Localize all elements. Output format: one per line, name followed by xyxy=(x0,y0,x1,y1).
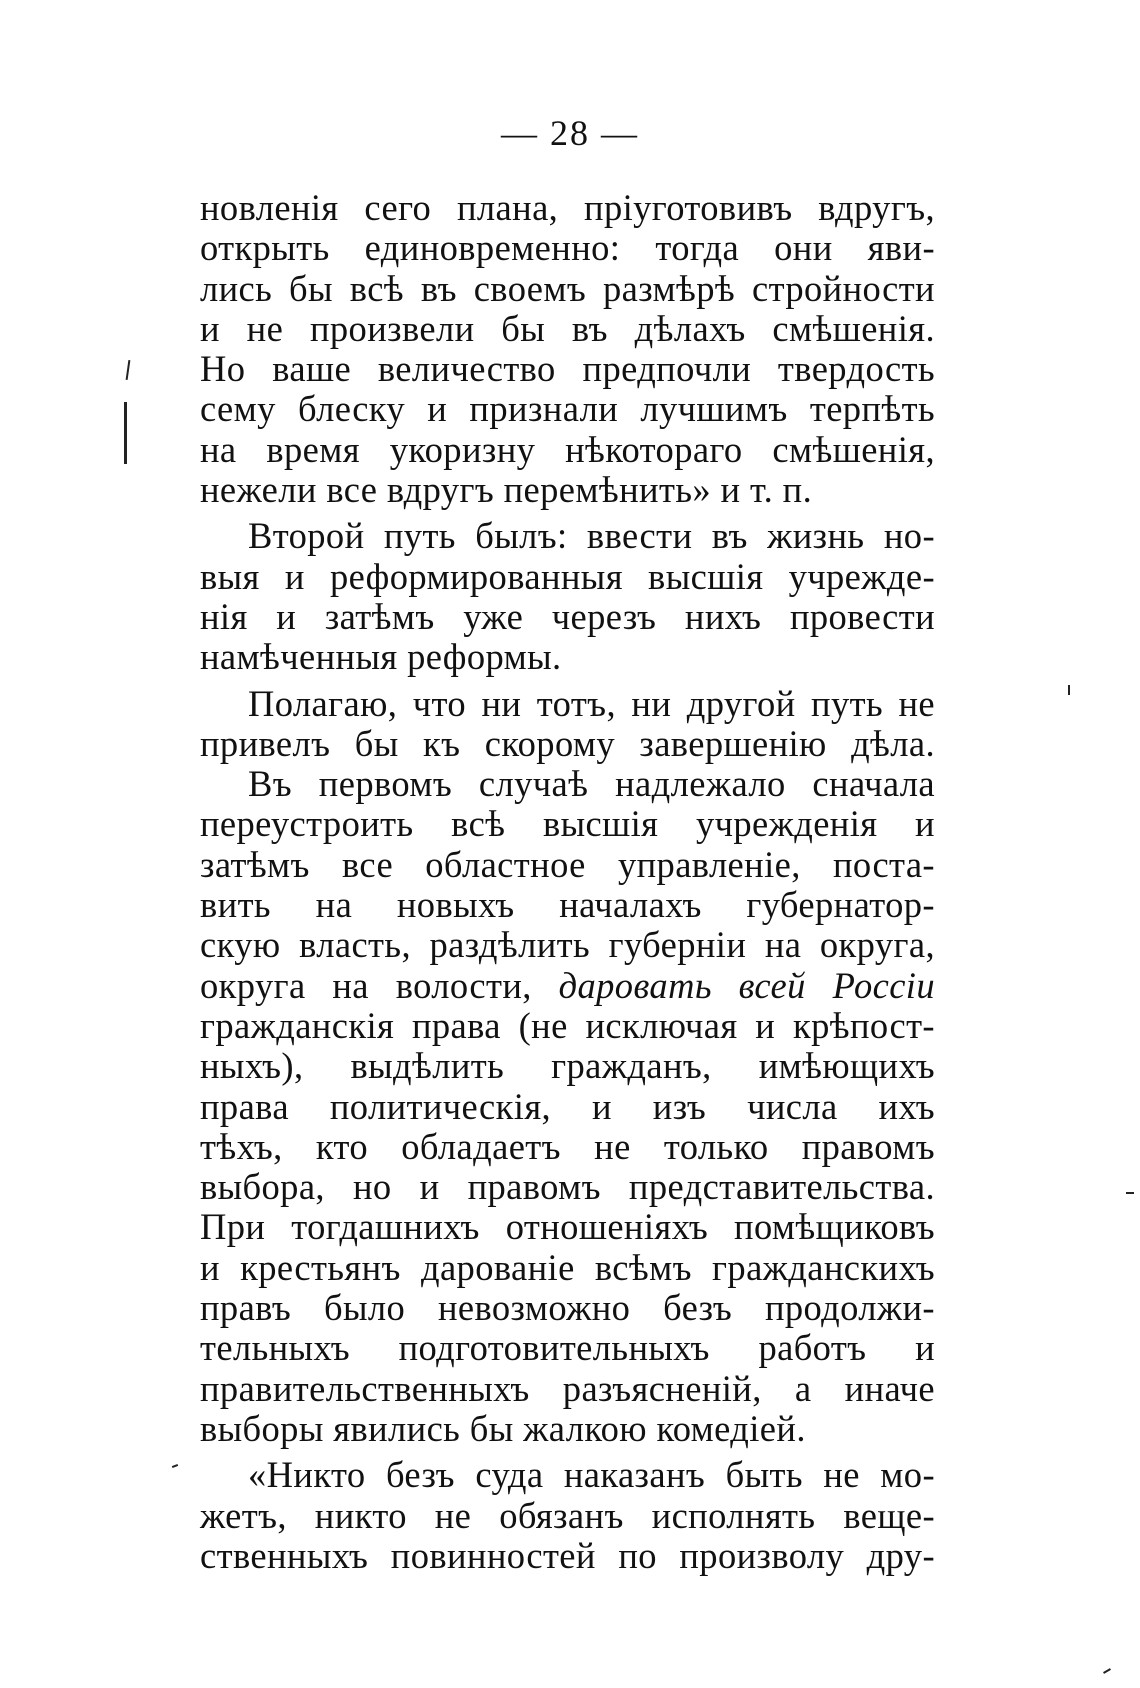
text-line: на время укоризну нѣкотораго смѣшенія, xyxy=(200,428,935,470)
text-line: ственныхъ повинностей по произволу дру- xyxy=(200,1534,935,1576)
text-line: правительственныхъ разъясненій, а иначе xyxy=(200,1367,935,1409)
text-line: нежели все вдругъ перемѣнить» и т. п. xyxy=(200,469,813,511)
body-text xyxy=(200,188,935,1576)
text-line: скую власть, раздѣлить губерніи на округа, xyxy=(200,924,935,966)
italic-text-span: даровать всей Россіи xyxy=(558,964,935,1006)
text-line: Но ваше величество предпочли твердость xyxy=(200,348,935,390)
text-span: округа на волости, xyxy=(200,964,532,1006)
text-line: открыть единовременно: тогда они яви- xyxy=(200,227,935,269)
text-line: тѣхъ, кто обладаетъ не только правомъ xyxy=(200,1125,935,1167)
text-line: лись бы всѣ въ своемъ размѣрѣ стройности xyxy=(200,267,935,309)
text-line: вить на новыхъ началахъ губернатор- xyxy=(200,884,935,926)
text-line: Полагаю, что ни тотъ, ни другой путь не xyxy=(248,682,935,724)
text-line: выя и реформированныя высшія учрежде- xyxy=(200,555,935,597)
text-line: привелъ бы къ скорому завершенію дѣла. xyxy=(200,722,935,764)
margin-mark xyxy=(1126,1192,1134,1194)
margin-mark xyxy=(172,1464,178,1468)
text-line: Въ первомъ случаѣ надлежало сначала xyxy=(248,763,935,805)
text-line: ныхъ), выдѣлить гражданъ, имѣющихъ xyxy=(200,1045,935,1087)
text-line: тельныхъ подготовительныхъ работъ и xyxy=(200,1327,935,1369)
text-line: новленія сего плана, пріуготовивъ вдругъ, xyxy=(200,187,935,228)
paragraph xyxy=(200,516,935,677)
text-line: намѣченныя реформы. xyxy=(200,636,562,678)
text-line: гражданскія права (не исключая и крѣпост- xyxy=(200,1004,935,1046)
margin-mark xyxy=(1068,685,1070,695)
text-line: При тогдашнихъ отношеніяхъ помѣщиковъ xyxy=(200,1206,935,1248)
text-line: права политическія, и изъ числа ихъ xyxy=(200,1085,935,1127)
text-line: выбора, но и правомъ представительства. xyxy=(200,1166,935,1208)
text-line: сему блеску и признали лучшимъ терпѣть xyxy=(200,388,935,430)
page-number: — 28 — xyxy=(501,113,639,153)
text-line: выборы явились бы жалкою комедіей. xyxy=(200,1407,806,1449)
paragraph xyxy=(200,188,935,510)
text-line: нія и затѣмъ уже черезъ нихъ провести xyxy=(200,595,935,637)
text-line: «Никто безъ суда наказанъ быть не мо- xyxy=(248,1454,935,1496)
text-line: Второй путь былъ: ввести въ жизнь но- xyxy=(248,515,935,557)
text-line: и не произвели бы въ дѣлахъ смѣшенія. xyxy=(200,307,935,349)
text-line: правъ было невозможно безъ продолжи- xyxy=(200,1287,935,1329)
margin-mark xyxy=(126,360,131,380)
paragraph xyxy=(200,764,935,1449)
text-line: и крестьянъ дарованіе всѣмъ гражданскихъ xyxy=(200,1246,935,1288)
paragraph xyxy=(200,684,935,765)
margin-mark xyxy=(1103,1668,1111,1674)
text-line-with-italic xyxy=(200,966,935,1006)
text-line: переустроить всѣ высшія учрежденія и xyxy=(200,803,935,845)
paragraph xyxy=(200,1455,935,1576)
text-line: затѣмъ все областное управленіе, поста- xyxy=(200,843,935,885)
text-line: жетъ, никто не обязанъ исполнять веще- xyxy=(200,1494,935,1536)
margin-mark xyxy=(124,402,127,464)
